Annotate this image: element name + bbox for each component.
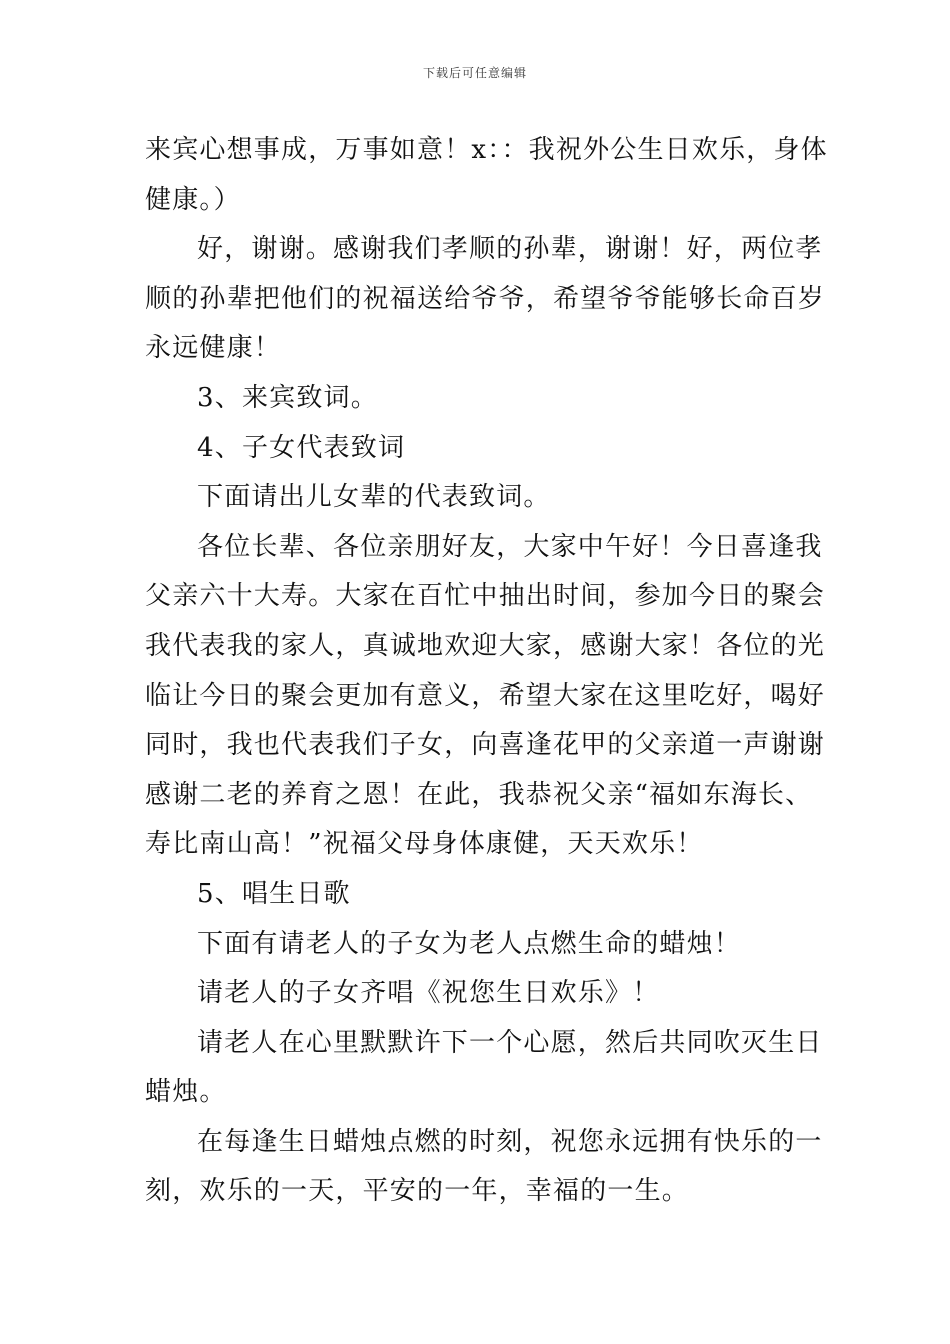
text-line: 5、唱生日歌: [197, 878, 351, 909]
text-line: 请老人在心里默默许下一个心愿，然后共同吹灭生日: [197, 1027, 823, 1058]
text-line: 同时，我也代表我们子女，向喜逢花甲的父亲道一声谢谢: [145, 730, 826, 761]
text-line: 下面请出儿女辈的代表致词。: [197, 482, 551, 513]
text-line: 父亲六十大寿。大家在百忙中抽出时间，参加今日的聚会: [145, 581, 826, 612]
page-header-note: 下载后可任意编辑: [422, 66, 527, 80]
text-line: 在每逢生日蜡烛点燃的时刻，祝您永远拥有快乐的一: [197, 1126, 823, 1157]
text-line: 下面有请老人的子女为老人点燃生命的蜡烛！: [197, 928, 742, 959]
text-line: 临让今日的聚会更加有意义，希望大家在这里吃好，喝好: [145, 680, 826, 711]
text-line: 寿比南山高！”祝福父母身体康健，天天欢乐！: [145, 829, 704, 860]
text-line: 3、来宾致词。: [197, 382, 378, 413]
text-line: 请老人的子女齐唱《祝您生日欢乐》！: [197, 978, 660, 1009]
text-line: 蜡烛。: [145, 1077, 227, 1108]
text-line: 永远健康！: [145, 333, 282, 364]
text-line: 好，谢谢。感谢我们孝顺的孙辈，谢谢！好，两位孝: [197, 234, 823, 265]
text-line: 各位长辈、各位亲朋好友，大家中午好！今日喜逢我: [197, 531, 823, 562]
text-line: 刻，欢乐的一天，平安的一年，幸福的一生。: [145, 1176, 690, 1207]
text-line: 感谢二老的养育之恩！在此，我恭祝父亲“福如东海长、: [145, 779, 813, 810]
document-body: [145, 126, 828, 1217]
text-line: 我代表我的家人，真诚地欢迎大家，感谢大家！各位的光: [145, 630, 826, 661]
text-line: 4、子女代表致词: [197, 432, 406, 463]
text-line: 来宾心想事成，万事如意！x：：我祝外公生日欢乐，身体: [145, 135, 828, 165]
text-line: 健康。）: [145, 184, 241, 215]
text-line: 顺的孙辈把他们的祝福送给爷爷，希望爷爷能够长命百岁: [145, 283, 826, 314]
